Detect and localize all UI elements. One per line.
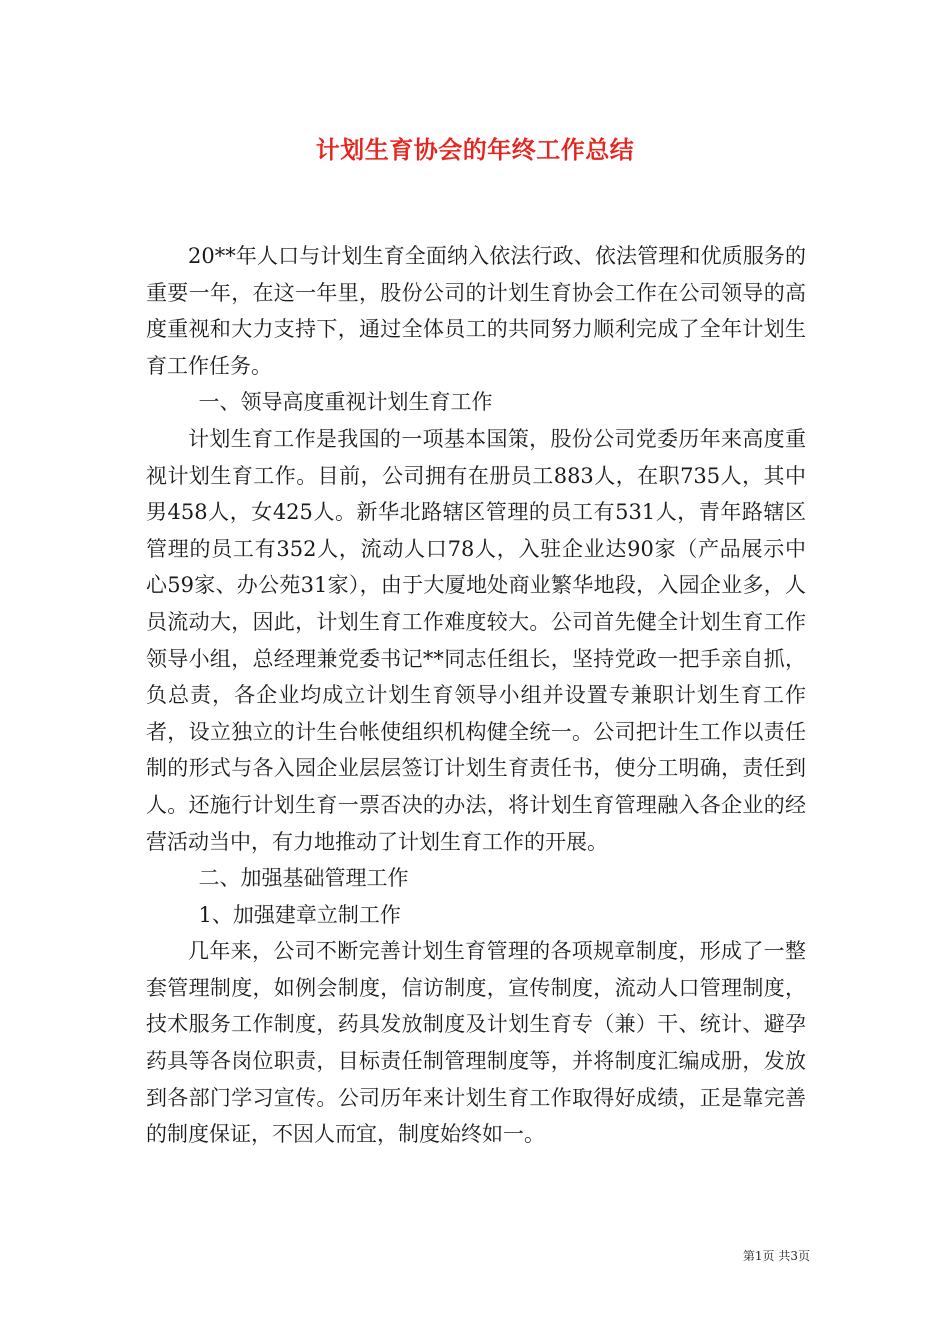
paragraph-subsection-1: 几年来，公司不断完善计划生育管理的各项规章制度，形成了一整套管理制度，如例会制度，信访制度，宣传制度，流动人口管理制度，技术服务工作制度，药具发放制度及计划生育专（兼）干、统计、避孕药具等各岗位职责，目标责任制管理制度等，并将制度汇编成册，发放到各部门学习宣传。公司历年来计划生育工作取得好成绩，正是靠完善的制度保证，不因人而宜，制度始终如一。 [146,939,806,1147]
section-heading-2: 二、加强基础管理工作 [198,866,409,891]
page-number: 第1页 共3页 [742,1249,810,1263]
section-heading-1: 一、领导高度重视计划生育工作 [198,390,493,415]
paragraph-section-1: 计划生育工作是我国的一项基本国策，股份公司党委历年来高度重视计划生育工作。目前，公司拥有在册员工883人，在职735人，其中男458人，女425人。新华北路辖区管理的员工有531人，青年路辖区管理的员工有352人，流动人口78人，入驻企业达90家（产品展示中心59家、办公苑31家），由于大厦地处商业繁华地段，入园企业多，人员流动大，因此，计划生育工作难度较大。公司首先健全计划生育工作领导小组，总经理兼党委书记**同志任组长，坚持党政一把手亲自抓，负总责，各企业均成立计划生育领导小组并设置专兼职计划生育工作者，设立独立的计生台帐使组织机构健全统一。公司把计生工作以责任制的形式与各入园企业层层签订计划生育责任书，使分工明确，责任到人。还施行计划生育一票否决的办法，将计划生育管理融入各企业的经营活动当中，有力地推动了计划生育工作的开展。 [146,426,806,854]
document-title: 计划生育协会的年终工作总结 [315,136,635,164]
subsection-heading-1: 1、加强建章立制工作 [198,902,401,927]
paragraph-intro: 20**年人口与计划生育全面纳入依法行政、依法管理和优质服务的重要一年，在这一年里，股份公司的计划生育协会工作在公司领导的高度重视和大力支持下，通过全体员工的共同努力顺利完成了全年计划生育工作任务。 [146,244,806,378]
document-body [146,238,806,1153]
